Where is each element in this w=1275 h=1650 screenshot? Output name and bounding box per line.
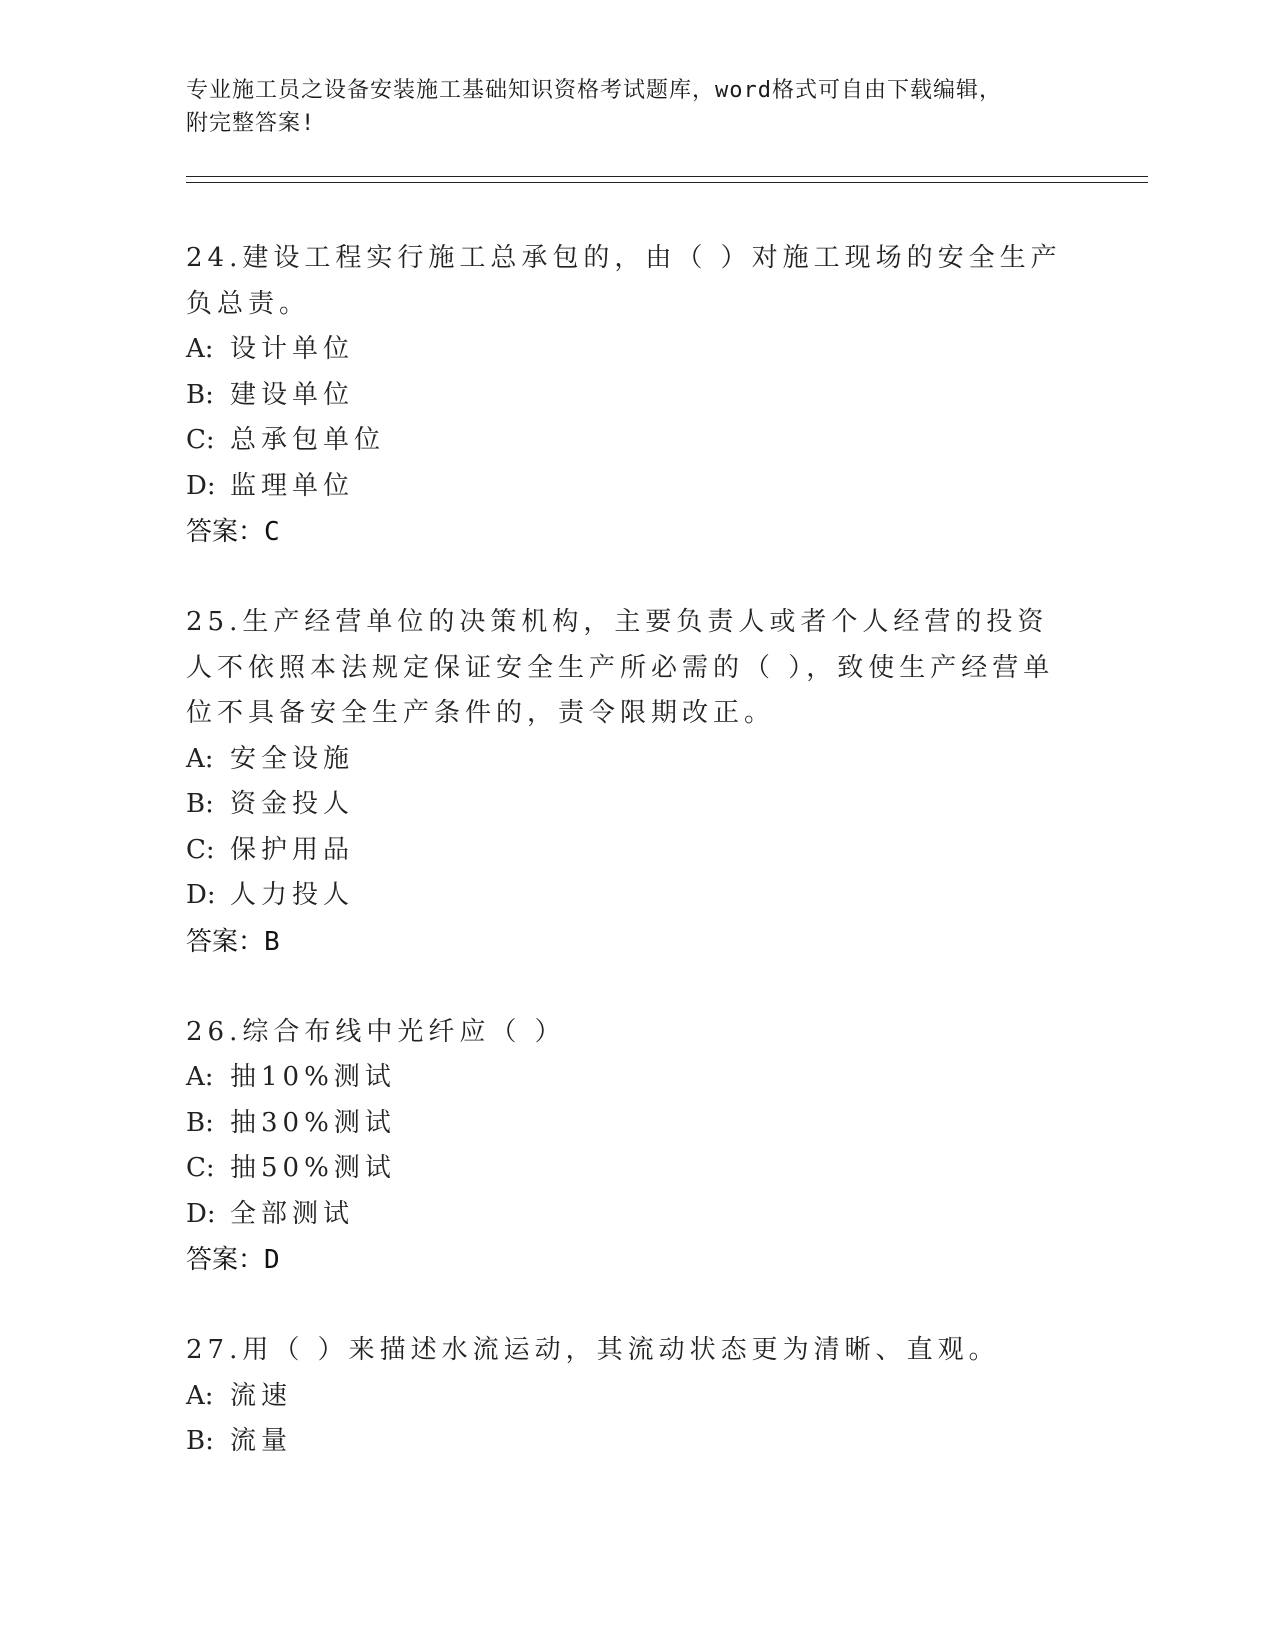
option-c [186,1146,1086,1192]
option-a [186,1374,1086,1420]
option-text: 抽50%测试 [230,1153,396,1183]
option-key: D: [186,880,216,910]
option-c [186,418,1086,464]
option-text: 安全设施 [230,743,355,774]
option-text: 人力投人 [230,880,355,910]
option-d [186,873,1086,919]
option-text: 设计单位 [230,334,355,364]
option-key: A: [186,1062,214,1092]
option-key: D: [186,1198,216,1229]
option-text: 总承包单位 [230,425,386,455]
option-key: A: [186,1380,214,1411]
option-d [186,1192,1086,1238]
question-26 [186,1010,1086,1284]
question-25 [186,600,1086,965]
option-d [186,464,1086,510]
option-c [186,828,1086,874]
question-text: 25.生产经营单位的决策机构，主要负责人或者个人经营的投资人不依照本法规定保证安全生产所必需的（ ），致使生产经营单位不具备安全生产条件的，责令限期改正。 [186,607,1055,728]
option-b [186,373,1086,419]
option-key: B: [186,789,214,819]
option-key: B: [186,1426,214,1456]
option-key: C: [186,1153,215,1183]
header-line-2: 附完整答案! [186,111,316,136]
question-text: 26.综合布线中光纤应（ ） [186,1016,566,1047]
answer-line: 答案：B [186,926,280,957]
option-text: 流速 [230,1380,293,1411]
question-text: 27.用（ ）来描述水流运动，其流动状态更为清晰、直观。 [186,1335,1000,1365]
option-a [186,1055,1086,1101]
question-text: 24.建设工程实行施工总承包的，由（ ）对施工现场的安全生产负总责。 [186,243,1062,319]
option-key: B: [186,1107,214,1138]
option-text: 监理单位 [230,470,355,501]
header-divider-bottom [186,182,1148,183]
answer-line: 答案：D [186,1245,280,1275]
option-text: 资金投人 [230,789,355,819]
option-a [186,737,1086,783]
question-24 [186,236,1086,555]
header-line-1: 专业施工员之设备安装施工基础知识资格考试题库，word格式可自由下载编辑， [186,78,1002,103]
option-key: B: [186,379,214,410]
option-b [186,1419,1086,1465]
option-key: D: [186,470,216,501]
option-key: C: [186,834,215,865]
option-key: A: [186,743,214,774]
question-27 [186,1328,1086,1465]
option-b [186,1101,1086,1147]
question-list [186,236,1086,1510]
option-b [186,782,1086,828]
option-text: 建设单位 [230,379,355,410]
option-text: 保护用品 [230,834,355,865]
option-text: 抽10%测试 [230,1062,396,1092]
option-text: 流量 [230,1426,293,1456]
option-text: 抽30%测试 [230,1107,396,1138]
option-text: 全部测试 [230,1198,355,1229]
option-key: A: [186,334,214,364]
option-key: C: [186,425,215,455]
header-divider-top [186,176,1148,177]
answer-line: 答案：C [186,517,280,547]
option-a [186,327,1086,373]
document-header [186,74,1066,140]
